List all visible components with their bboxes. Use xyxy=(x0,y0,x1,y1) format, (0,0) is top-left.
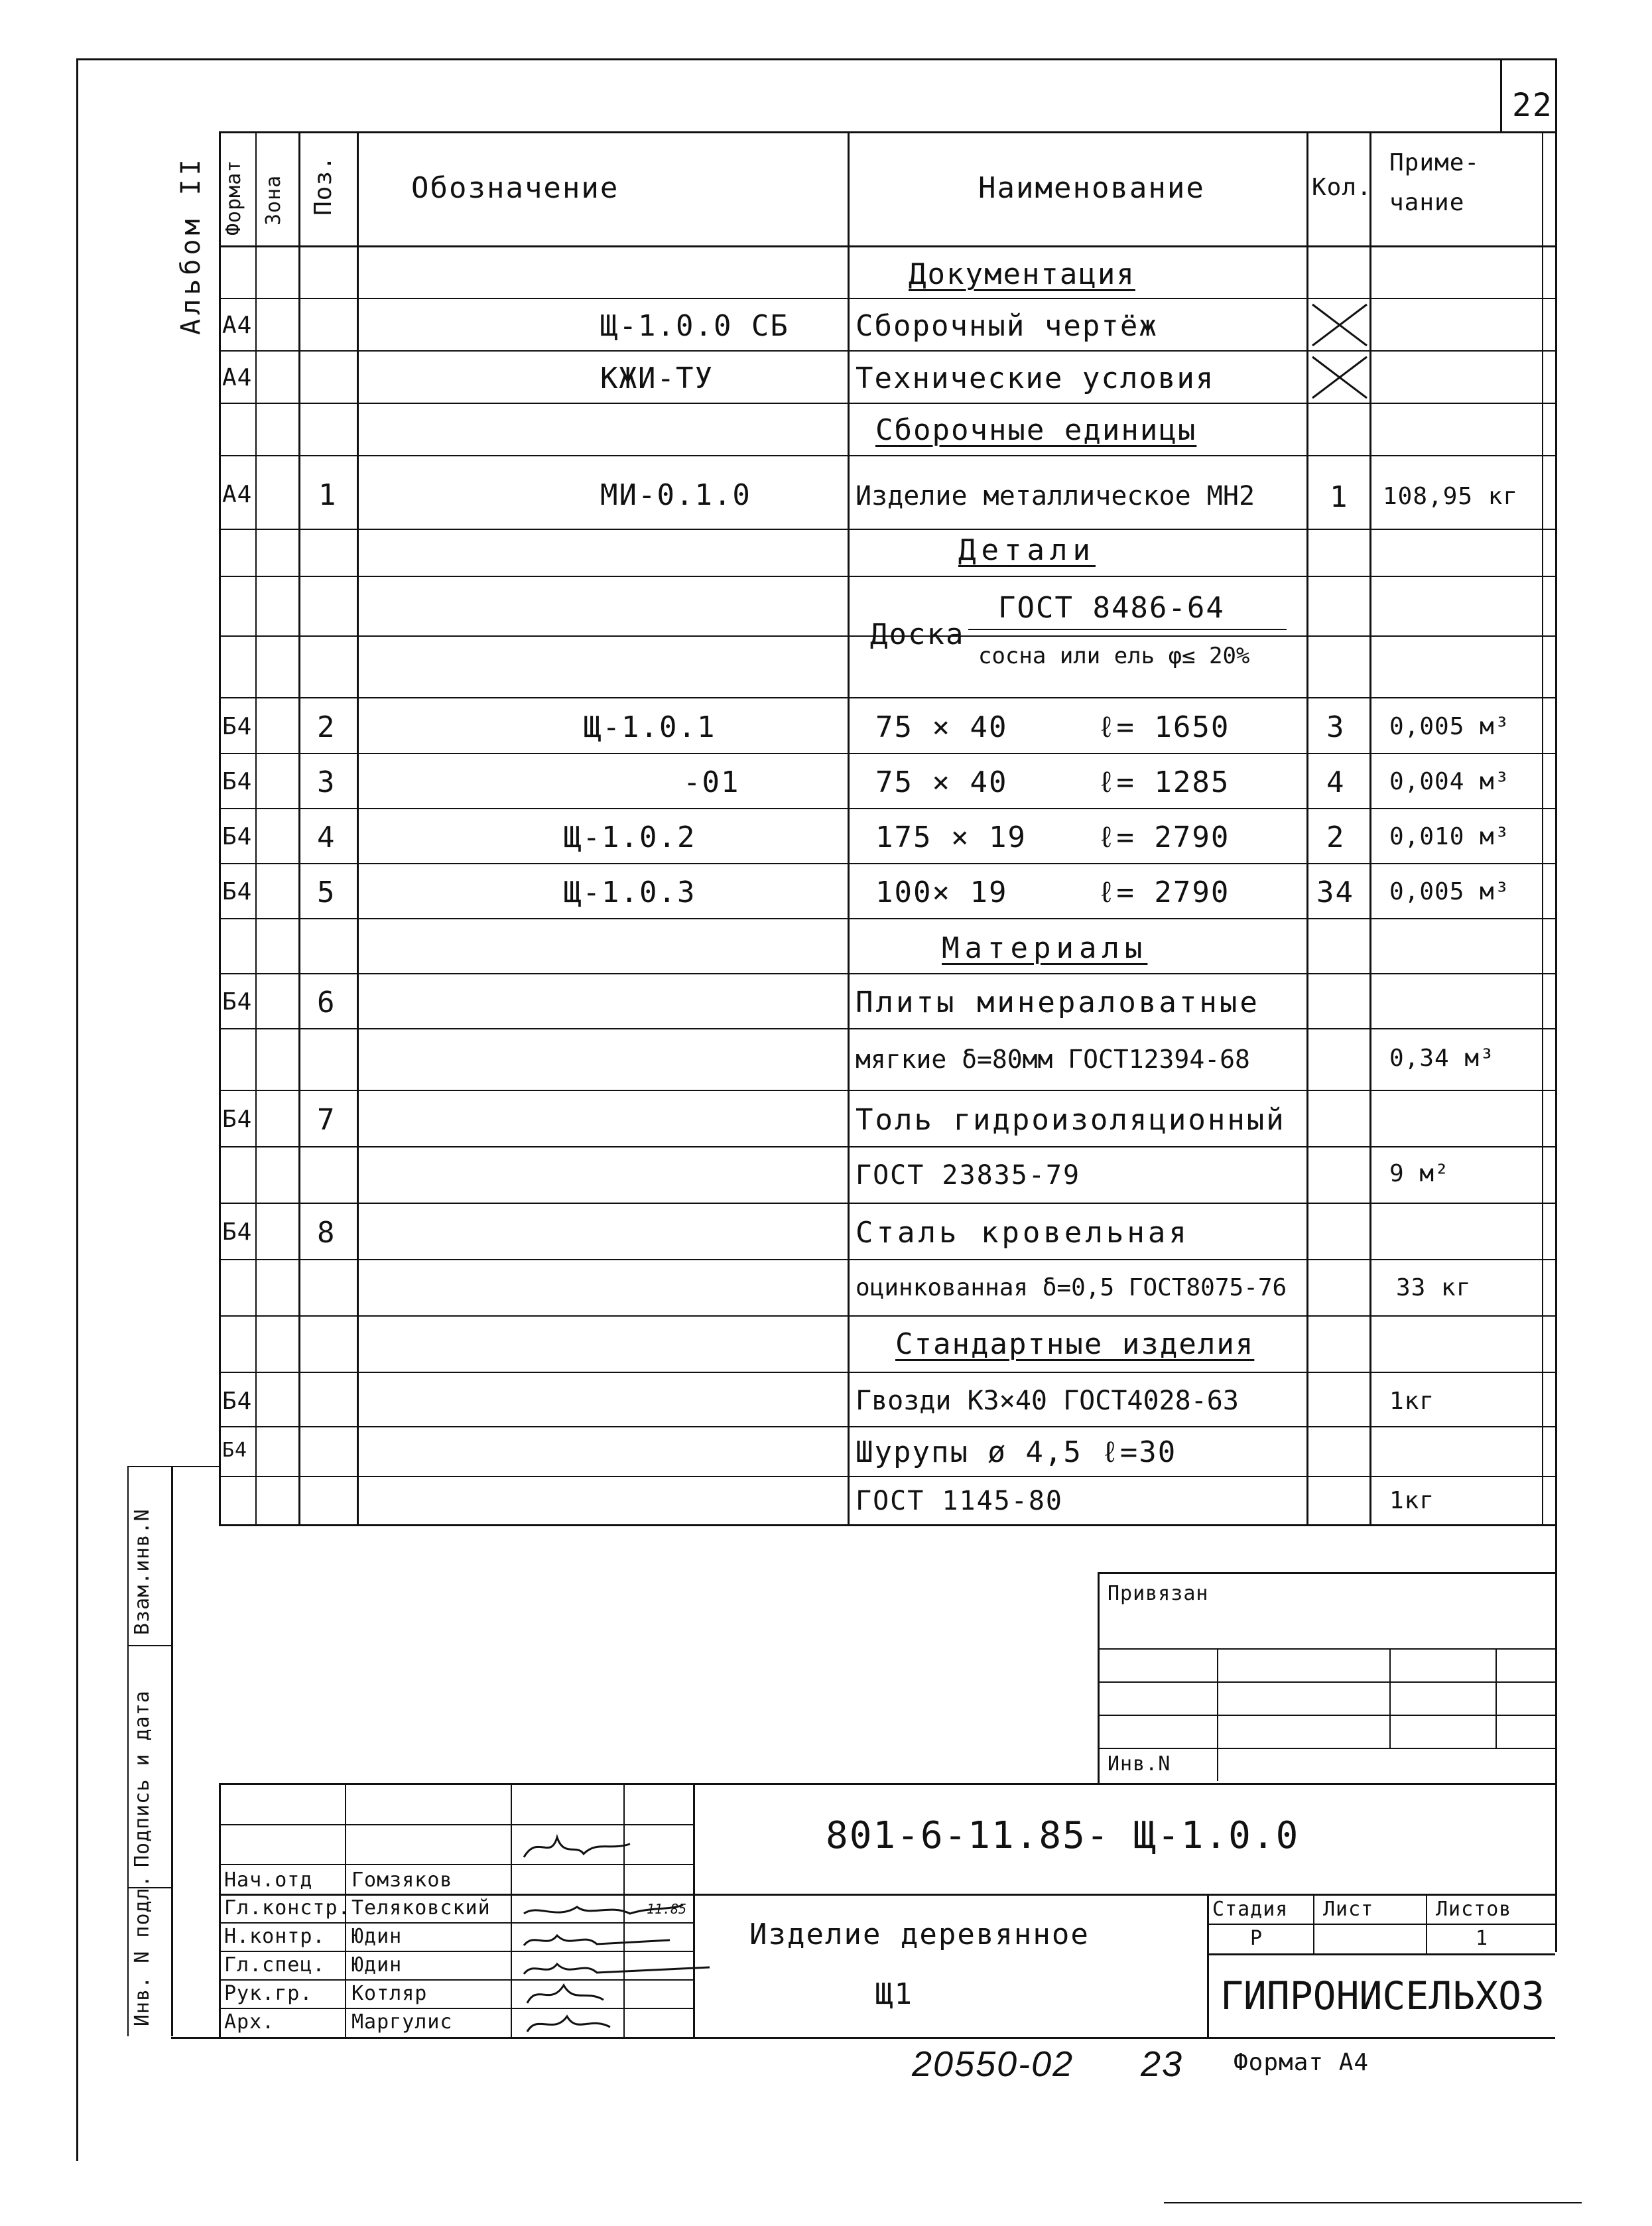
header-note-2: чание xyxy=(1389,189,1465,216)
organization-name: ГИПРОНИСЕЛЬХОЗ xyxy=(1220,1973,1545,2018)
tb-col-sheet xyxy=(1313,1894,1314,1953)
stage-label: Стадия xyxy=(1212,1898,1289,1921)
row-pos: 4 xyxy=(317,820,336,854)
side-label-vzam: Взам.инв.N xyxy=(131,1508,154,1635)
row-note: 1кг xyxy=(1389,1487,1435,1514)
privyazan-line xyxy=(1098,1681,1555,1683)
section-standard-items: Стандартные изделия xyxy=(895,1327,1255,1361)
row-note: 0,004 м³ xyxy=(1389,768,1510,795)
row-name: оцинкованная δ=0,5 ГОСТ8075-76 xyxy=(856,1274,1287,1301)
col-line-qty xyxy=(1306,131,1308,1524)
header-qty: Кол. xyxy=(1312,174,1372,201)
row-pos: 8 xyxy=(317,1216,336,1250)
row-size: 175 × 19 xyxy=(875,820,1027,854)
row-name: Гвозди К3×40 ГОСТ4028-63 xyxy=(856,1386,1239,1416)
signature-scribble xyxy=(517,2008,623,2036)
qty-cross-mark xyxy=(1310,354,1369,401)
row-format: А4 xyxy=(222,481,253,508)
row-length: ℓ= 1285 xyxy=(1098,765,1230,799)
privyazan-top xyxy=(1098,1572,1555,1574)
row-name: Изделие металлическое МН2 xyxy=(856,481,1255,511)
album-label: Альбом II xyxy=(176,155,206,335)
tb-stage-bottom xyxy=(1207,1953,1555,1955)
privyazan-line xyxy=(1098,1715,1555,1716)
privyazan-inv: Инв.N xyxy=(1108,1752,1171,1776)
signature-scribble xyxy=(517,1954,716,1981)
header-pos: Поз. xyxy=(310,155,337,216)
row-qty: 2 xyxy=(1326,820,1346,854)
board-gost: ГОСТ 8486-64 xyxy=(998,591,1225,625)
table-top-line xyxy=(219,131,1555,133)
row-note: 33 кг xyxy=(1396,1274,1472,1301)
privyazan-left xyxy=(1098,1572,1100,1783)
row-line xyxy=(219,403,1555,404)
row-length: ℓ= 2790 xyxy=(1098,820,1230,854)
col-line-format xyxy=(219,131,221,1524)
row-name: Шурупы ø 4,5 ℓ=30 xyxy=(856,1435,1177,1469)
row-format: Б4 xyxy=(222,1439,248,1462)
row-line xyxy=(219,863,1555,864)
row-name: Технические условия xyxy=(856,361,1215,395)
side-strip-right xyxy=(171,1466,173,2036)
row-line xyxy=(219,808,1555,809)
row-line xyxy=(219,918,1555,919)
row-name: Сборочный чертёж xyxy=(856,309,1158,343)
row-name: Толь гидроизоляционный xyxy=(856,1103,1286,1137)
row-format: Б4 xyxy=(222,878,253,905)
row-size: 75 × 40 xyxy=(875,710,1008,744)
row-line xyxy=(219,1090,1555,1091)
tb-col-signature xyxy=(511,1783,512,2037)
row-pos: 1 xyxy=(318,478,338,512)
row-name: Плиты минераловатные xyxy=(856,986,1260,1019)
row-format: Б4 xyxy=(222,768,253,795)
tb-col-stage xyxy=(1207,1894,1209,2037)
staff-role: Арх. xyxy=(224,2010,275,2034)
tb-line xyxy=(219,1864,693,1865)
row-designation: МИ-0.1.0 xyxy=(600,478,751,512)
row-note: 1кг xyxy=(1389,1388,1435,1415)
privyazan-col xyxy=(1495,1648,1497,1748)
row-name: ГОСТ 23835-79 xyxy=(856,1160,1081,1191)
row-name: мягкие δ=80мм ГОСТ12394-68 xyxy=(856,1045,1250,1074)
row-pos: 6 xyxy=(317,986,336,1019)
row-qty: 4 xyxy=(1326,765,1346,799)
footer-format: Формат А4 xyxy=(1234,2049,1369,2076)
row-note: 9 м² xyxy=(1389,1160,1450,1187)
row-name: Сталь кровельная xyxy=(856,1216,1190,1250)
row-pos: 3 xyxy=(317,765,336,799)
row-format: Б4 xyxy=(222,713,253,740)
row-line xyxy=(219,529,1555,530)
frame-bottom xyxy=(171,2037,1555,2039)
qty-cross-mark xyxy=(1310,302,1369,348)
side-strip-line xyxy=(127,1645,171,1646)
row-qty: 34 xyxy=(1316,876,1354,909)
row-format: Б4 xyxy=(222,988,253,1015)
col-line-note xyxy=(1369,131,1371,1524)
privyazan-line xyxy=(1098,1648,1555,1650)
row-note: 0,010 м³ xyxy=(1389,823,1510,850)
row-format: Б4 xyxy=(222,1218,253,1246)
staff-name: Маргулис xyxy=(351,2010,453,2034)
header-designation: Обозначение xyxy=(411,171,619,205)
row-size: 75 × 40 xyxy=(875,765,1008,799)
tb-col-role xyxy=(219,1783,221,2037)
tb-col-sheets xyxy=(1426,1894,1427,1953)
header-format: Формат xyxy=(222,159,245,235)
header-name: Наименование xyxy=(978,171,1205,205)
staff-role: Гл.спец. xyxy=(224,1953,326,1977)
row-line xyxy=(219,1372,1555,1373)
staff-role: Н.контр. xyxy=(224,1925,326,1948)
frame-top xyxy=(76,58,1555,60)
row-pos: 5 xyxy=(317,876,336,909)
signature-scribble xyxy=(517,1980,623,2008)
row-size: 100× 19 xyxy=(875,876,1008,909)
staff-name: Котляр xyxy=(351,1982,428,2005)
stage-value: Р xyxy=(1250,1927,1263,1950)
row-designation: Щ-1.0.2 xyxy=(564,820,696,854)
row-line xyxy=(219,1426,1555,1427)
row-designation: Щ-1.0.0 СБ xyxy=(600,309,789,343)
row-designation: Щ-1.0.3 xyxy=(564,876,696,909)
col-line-zone xyxy=(255,131,257,1524)
row-designation: КЖИ-ТУ xyxy=(600,361,714,395)
staff-name: Теляковский xyxy=(351,1896,491,1920)
staff-name: Гомзяков xyxy=(351,1868,453,1892)
staff-date: 11.85 xyxy=(647,1901,687,1917)
row-line xyxy=(219,298,1555,299)
table-bottom-line xyxy=(219,1524,1555,1526)
row-format: Б4 xyxy=(222,1388,253,1415)
row-line xyxy=(219,973,1555,974)
privyazan-col xyxy=(1389,1648,1391,1748)
staff-name: Юдин xyxy=(351,1953,403,1977)
row-format: Б4 xyxy=(222,823,253,850)
row-note: 0,005 м³ xyxy=(1389,713,1510,740)
row-line xyxy=(219,753,1555,754)
header-zone: Зона xyxy=(262,174,285,226)
tb-line-main xyxy=(219,1894,1555,1896)
section-documentation: Документация xyxy=(909,257,1135,291)
privyazan-line xyxy=(1098,1748,1555,1749)
tb-stage-line xyxy=(1207,1924,1555,1925)
document-code: 801-6-11.85- Щ-1.0.0 xyxy=(826,1814,1300,1857)
board-label: Доска xyxy=(870,618,965,651)
col-line-designation xyxy=(357,131,359,1524)
row-designation: -01 xyxy=(683,765,740,799)
row-line xyxy=(219,576,1555,577)
sheet-label: Лист xyxy=(1323,1898,1374,1921)
row-line xyxy=(219,1476,1555,1477)
row-pos: 2 xyxy=(317,710,336,744)
tb-col-main xyxy=(693,1783,695,2037)
row-line xyxy=(219,1146,1555,1147)
row-length: ℓ= 2790 xyxy=(1098,876,1230,909)
footer-page: 23 xyxy=(1141,2044,1184,2084)
fraction-line xyxy=(968,629,1287,630)
item-code: Щ1 xyxy=(875,1977,913,2011)
side-label-inv: Инв. N подл. xyxy=(131,1874,154,2026)
board-material: сосна или ель φ≤ 20% xyxy=(978,643,1250,669)
side-strip-left xyxy=(127,1466,129,2036)
side-label-signature: Подпись и дата xyxy=(131,1690,154,1867)
header-bottom-line xyxy=(219,245,1555,247)
staff-role: Гл.констр. xyxy=(224,1896,351,1920)
signature-scribble xyxy=(517,1897,690,1924)
row-note: 0,005 м³ xyxy=(1389,878,1510,905)
privyazan-col xyxy=(1217,1648,1218,1781)
tb-line xyxy=(219,1824,693,1825)
section-materials: Материалы xyxy=(942,931,1148,965)
row-designation: Щ-1.0.1 xyxy=(584,710,716,744)
signature-scribble xyxy=(517,1926,676,1952)
staff-role: Нач.отд xyxy=(224,1868,313,1892)
row-line xyxy=(219,1315,1555,1317)
item-name: Изделие деревянное xyxy=(749,1918,1090,1951)
col-line-pos xyxy=(298,131,300,1524)
section-details: Детали xyxy=(958,533,1096,567)
privyazan-title: Привязан xyxy=(1108,1582,1209,1605)
side-strip-line xyxy=(127,1466,219,1467)
signature-scribble xyxy=(517,1831,650,1864)
col-line-name xyxy=(848,131,850,1524)
row-line xyxy=(219,1203,1555,1204)
row-line xyxy=(219,350,1555,352)
row-line xyxy=(219,455,1555,456)
row-line xyxy=(219,697,1555,698)
col-line-right xyxy=(1542,131,1543,1524)
section-assembly-units: Сборочные единицы xyxy=(875,413,1197,447)
row-format: Б4 xyxy=(222,1106,253,1133)
sheets-label: Листов xyxy=(1436,1898,1512,1921)
row-qty: 1 xyxy=(1330,480,1349,514)
row-note: 0,34 м³ xyxy=(1389,1045,1495,1072)
staff-name: Юдин xyxy=(351,1925,403,1948)
staff-role: Рук.гр. xyxy=(224,1982,313,2005)
row-note: 108,95 кг xyxy=(1383,483,1519,510)
row-line xyxy=(219,1259,1555,1260)
row-format: А4 xyxy=(222,312,253,339)
sheet-number-box-left xyxy=(1500,58,1502,131)
sheets-value: 1 xyxy=(1476,1927,1489,1950)
title-block-top xyxy=(219,1783,1555,1785)
frame-left xyxy=(76,58,78,2161)
frame-bottom-extension xyxy=(1164,2202,1582,2203)
row-qty: 3 xyxy=(1326,710,1346,744)
footer-number: 20550-02 xyxy=(912,2044,1074,2084)
row-name: ГОСТ 1145-80 xyxy=(856,1486,1063,1516)
frame-right xyxy=(1555,58,1557,1952)
row-line xyxy=(219,1028,1555,1029)
row-format: А4 xyxy=(222,364,253,391)
row-length: ℓ= 1650 xyxy=(1098,710,1230,744)
header-note-1: Приме- xyxy=(1389,149,1480,176)
sheet-number: 22 xyxy=(1512,87,1553,124)
row-pos: 7 xyxy=(317,1103,336,1137)
